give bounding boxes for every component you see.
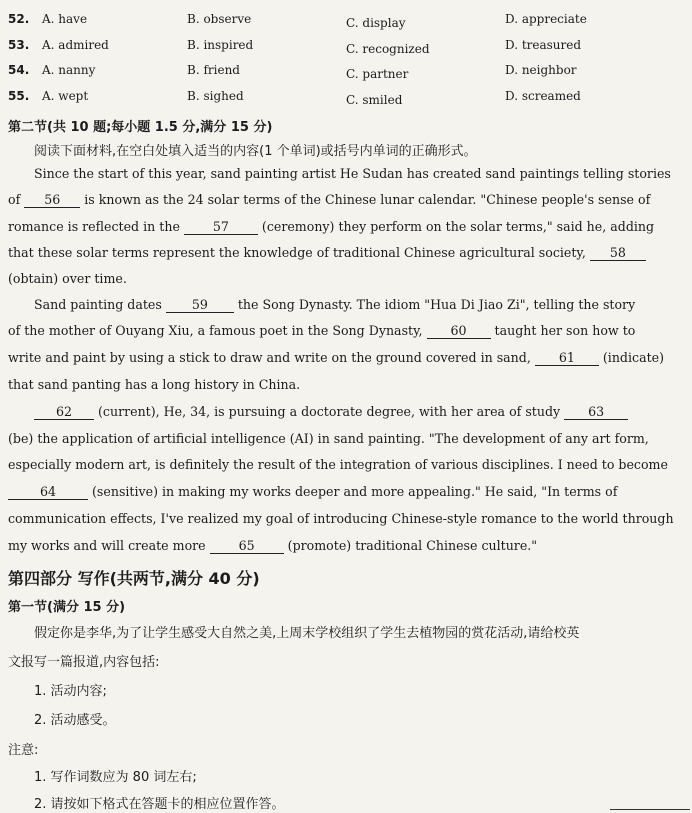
blank-57[interactable]: 57 bbox=[184, 220, 258, 235]
passage-line: write and paint by using a stick to draw and write on the ground covered in sand, 61 (indicate) bbox=[8, 350, 665, 365]
passage-line: 64 (sensitive) in making my works deeper and more appealing." He said, "In terms of bbox=[8, 484, 680, 500]
passage-line: Sand painting dates 59 the Song Dynasty. The idiom "Hua Di Jiao Zi", telling the story bbox=[34, 297, 636, 312]
passage-line: (obtain) over time. bbox=[8, 271, 127, 286]
option-d: D. neighbor bbox=[505, 63, 577, 77]
section-heading: 第二节(共 10 题;每小题 1.5 分,满分 15 分) bbox=[8, 120, 273, 135]
question-number: 55. bbox=[8, 89, 30, 103]
passage-line: that these solar terms represent the knowledge of traditional Chinese agricultural society, 58 bbox=[8, 245, 680, 261]
option-d: D. screamed bbox=[505, 89, 581, 103]
option-a: A. wept bbox=[42, 89, 89, 103]
blank-60[interactable]: 60 bbox=[427, 324, 491, 339]
question-number: 54. bbox=[8, 63, 30, 77]
option-row-53 bbox=[0, 38, 692, 62]
prompt-item: 2. 活动感受。 bbox=[34, 713, 116, 728]
blank-63[interactable]: 63 bbox=[564, 405, 628, 420]
question-number: 52. bbox=[8, 12, 30, 26]
passage-line: romance is reflected in the 57 (ceremony) they perform on the solar terms," said he, adding bbox=[8, 219, 655, 234]
passage-line: of 56 is known as the 24 solar terms of the Chinese lunar calendar. "Chinese people's sense of bbox=[8, 192, 651, 207]
section-instruction: 阅读下面材料,在空白处填入适当的内容(1 个单词)或括号内单词的正确形式。 bbox=[34, 144, 477, 159]
option-a: A. admired bbox=[42, 38, 109, 52]
option-a: A. nanny bbox=[42, 63, 96, 77]
writing-prompt-line: 文报写一篇报道,内容包括: bbox=[8, 655, 160, 670]
option-b: B. friend bbox=[187, 63, 240, 77]
blank-65[interactable]: 65 bbox=[210, 539, 284, 554]
passage-line: Since the start of this year, sand painting artist He Sudan has created sand paintings telling stories bbox=[34, 166, 671, 181]
option-d: D. treasured bbox=[505, 38, 582, 52]
option-b: B. sighed bbox=[187, 89, 244, 103]
writing-prompt-line: 假定你是李华,为了让学生感受大自然之美,上周末学校组织了学生去植物园的赏花活动,请给校英 bbox=[34, 626, 580, 641]
passage-line: especially modern art, is definitely the result of the integration of various disciplines. I need to become bbox=[8, 457, 668, 472]
option-row-52 bbox=[0, 12, 692, 36]
option-c: C. smiled bbox=[346, 93, 403, 107]
bottom-rule bbox=[610, 809, 690, 810]
blank-58[interactable]: 58 bbox=[590, 246, 646, 261]
blank-64[interactable]: 64 bbox=[8, 485, 88, 500]
option-c: C. partner bbox=[346, 67, 409, 81]
part-heading: 第四部分 写作(共两节,满分 40 分) bbox=[8, 569, 260, 588]
blank-61[interactable]: 61 bbox=[535, 351, 599, 366]
question-number: 53. bbox=[8, 38, 30, 52]
note-item: 2. 请按如下格式在答题卡的相应位置作答。 bbox=[34, 797, 285, 812]
prompt-item: 1. 活动内容; bbox=[34, 684, 107, 699]
option-b: B. observe bbox=[187, 12, 252, 26]
passage-line: communication effects, I've realized my goal of introducing Chinese-style romance to the world through bbox=[8, 511, 674, 526]
passage-line: that sand panting has a long history in China. bbox=[8, 377, 301, 392]
option-d: D. appreciate bbox=[505, 12, 587, 26]
passage-line: 62 (current), He, 34, is pursuing a doctorate degree, with her area of study 63 bbox=[34, 404, 680, 420]
blank-62[interactable]: 62 bbox=[34, 405, 94, 420]
passage-line: (be) the application of artificial intelligence (AI) in sand painting. "The development of any art form, bbox=[8, 431, 649, 446]
option-row-54 bbox=[0, 63, 692, 87]
notes-label: 注意: bbox=[8, 743, 39, 758]
option-a: A. have bbox=[42, 12, 88, 26]
blank-56[interactable]: 56 bbox=[24, 193, 80, 208]
option-row-55 bbox=[0, 89, 692, 113]
note-item: 1. 写作词数应为 80 词左右; bbox=[34, 770, 197, 785]
option-b: B. inspired bbox=[187, 38, 254, 52]
section-heading: 第一节(满分 15 分) bbox=[8, 600, 126, 615]
passage-line: of the mother of Ouyang Xiu, a famous poet in the Song Dynasty, 60 taught her son how to bbox=[8, 323, 636, 338]
option-c: C. display bbox=[346, 16, 406, 30]
option-c: C. recognized bbox=[346, 42, 430, 56]
blank-59[interactable]: 59 bbox=[166, 298, 234, 313]
passage-line: my works and will create more 65 (promote) traditional Chinese culture." bbox=[8, 538, 538, 553]
